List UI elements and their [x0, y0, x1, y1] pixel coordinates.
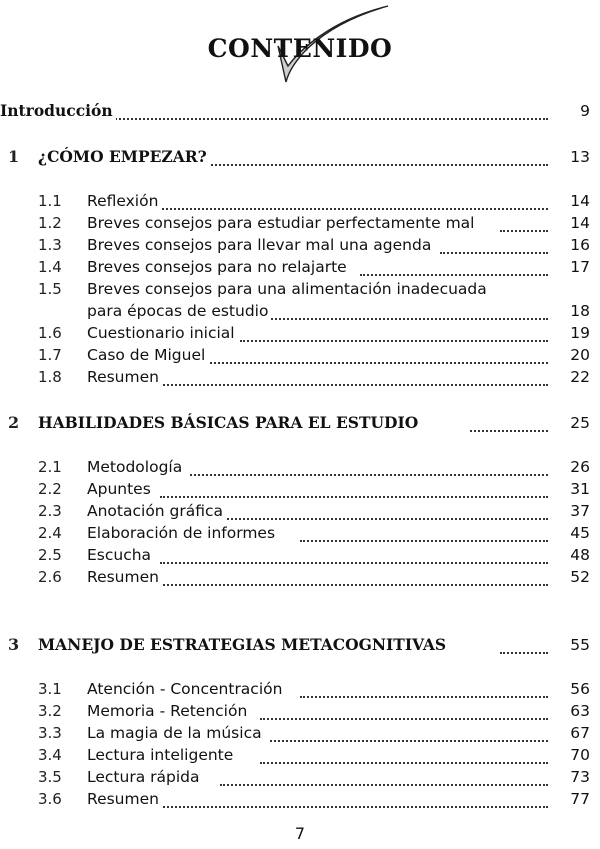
- section-title: Lectura rápida: [87, 766, 202, 788]
- dot-leader: [470, 416, 548, 432]
- toc-section-2-2[interactable]: [0, 478, 600, 502]
- section-title-continued: para épocas de estudio: [87, 300, 271, 322]
- toc-section-3-1[interactable]: [0, 678, 600, 702]
- section-number: 3.2: [38, 702, 62, 720]
- toc-page: 67: [566, 722, 590, 744]
- toc-page: 16: [566, 234, 590, 256]
- toc-page: 22: [566, 366, 590, 388]
- section-title: Resumen: [87, 566, 162, 588]
- dot-leader: [240, 326, 548, 342]
- dot-leader: [160, 548, 548, 564]
- section-number: 3.6: [38, 790, 62, 808]
- page-title: CONTENIDO: [207, 34, 393, 63]
- dot-leader: [150, 194, 548, 210]
- toc-section-2-6[interactable]: [0, 566, 600, 590]
- dot-leader: [190, 460, 548, 476]
- section-number: 3.5: [38, 768, 62, 786]
- toc-section-3-3[interactable]: [0, 722, 600, 746]
- section-title: Apuntes: [87, 478, 154, 500]
- section-number: 1.2: [38, 214, 62, 232]
- toc-section-2-1[interactable]: [0, 456, 600, 480]
- toc-page: 14: [566, 190, 590, 212]
- section-title: Breves consejos para no relajarte: [87, 256, 350, 278]
- dot-leader: [300, 526, 548, 542]
- chapter-title: MANEJO DE ESTRATEGIAS METACOGNITIVAS: [38, 634, 449, 656]
- chapter-title: ¿CÓMO EMPEZAR?: [38, 146, 210, 168]
- chapter-title: HABILIDADES BÁSICAS PARA EL ESTUDIO: [38, 412, 421, 434]
- dot-leader: [500, 216, 548, 232]
- section-title: Anotación gráfica: [87, 500, 226, 522]
- section-number: 1.8: [38, 368, 62, 386]
- dot-leader: [220, 770, 548, 786]
- section-title: Lectura inteligente: [87, 744, 236, 766]
- dot-leader: [260, 304, 548, 320]
- toc-section-3-2[interactable]: [0, 700, 600, 724]
- section-number: 3.4: [38, 746, 62, 764]
- toc-page: 17: [566, 256, 590, 278]
- toc-section-2-3[interactable]: [0, 500, 600, 524]
- section-title: Reflexión: [87, 190, 161, 212]
- dot-leader: [200, 150, 548, 166]
- section-number: 2.2: [38, 480, 62, 498]
- dot-leader: [220, 504, 548, 520]
- section-number: 1.6: [38, 324, 62, 342]
- toc-section-3-5[interactable]: [0, 766, 600, 790]
- section-number: 1.5: [38, 280, 62, 298]
- dot-leader: [260, 704, 548, 720]
- toc-entry-intro[interactable]: [0, 100, 600, 124]
- section-number: 1.7: [38, 346, 62, 364]
- toc-section-1-5[interactable]: [0, 278, 600, 302]
- toc-page: 55: [566, 634, 590, 656]
- dot-leader: [160, 570, 548, 586]
- section-title: La magia de la música: [87, 722, 265, 744]
- toc-section-3-6[interactable]: [0, 788, 600, 812]
- dot-leader: [300, 682, 548, 698]
- toc-section-2-5[interactable]: [0, 544, 600, 568]
- toc-page: 48: [566, 544, 590, 566]
- section-number: 2.5: [38, 546, 62, 564]
- section-title: Resumen: [87, 788, 162, 810]
- toc-section-2-4[interactable]: [0, 522, 600, 546]
- toc-section-1-4[interactable]: [0, 256, 600, 280]
- chapter-number: 3: [8, 635, 20, 654]
- toc-page: 52: [566, 566, 590, 588]
- section-title: Breves consejos para llevar mal una agenda: [87, 234, 434, 256]
- section-number: 3.3: [38, 724, 62, 742]
- title-block: [0, 22, 600, 82]
- section-title: Memoria - Retención: [87, 700, 250, 722]
- toc-page: 45: [566, 522, 590, 544]
- toc-page: 31: [566, 478, 590, 500]
- section-number: 2.4: [38, 524, 62, 542]
- toc-label: Introducción: [0, 100, 116, 122]
- dot-leader: [160, 482, 548, 498]
- section-title: Breves consejos para una alimentación inadecuada: [87, 278, 490, 300]
- toc-page: 26: [566, 456, 590, 478]
- dot-leader: [210, 348, 548, 364]
- section-title: Metodología: [87, 456, 185, 478]
- toc-page: 70: [566, 744, 590, 766]
- toc-page: 77: [566, 788, 590, 810]
- toc-section-1-6[interactable]: [0, 322, 600, 346]
- toc-section-3-4[interactable]: [0, 744, 600, 768]
- toc-page: 63: [566, 700, 590, 722]
- toc-page: 37: [566, 500, 590, 522]
- dot-leader: [160, 792, 548, 808]
- dot-leader: [160, 370, 548, 386]
- section-number: 2.1: [38, 458, 62, 476]
- section-number: 1.3: [38, 236, 62, 254]
- dot-leader: [270, 726, 548, 742]
- section-number: 1.1: [38, 192, 62, 210]
- toc-page: 25: [566, 412, 590, 434]
- section-number: 1.4: [38, 258, 62, 276]
- chapter-number: 1: [8, 147, 20, 166]
- section-title: Cuestionario inicial: [87, 322, 238, 344]
- toc-page: 73: [566, 766, 590, 788]
- toc-page: 14: [566, 212, 590, 234]
- toc-page: 20: [566, 344, 590, 366]
- section-title: Escucha: [87, 544, 154, 566]
- section-number: 2.3: [38, 502, 62, 520]
- dot-leader: [260, 748, 548, 764]
- section-title: Atención - Concentración: [87, 678, 285, 700]
- toc-page: 13: [566, 146, 590, 168]
- dot-leader: [100, 104, 548, 120]
- chapter-number: 2: [8, 413, 20, 432]
- toc-section-1-2[interactable]: [0, 212, 600, 236]
- dot-leader: [360, 260, 548, 276]
- toc-chapter-2[interactable]: [0, 412, 600, 436]
- toc-page: 18: [566, 300, 590, 322]
- toc-section-1-1[interactable]: [0, 190, 600, 214]
- section-number: 2.6: [38, 568, 62, 586]
- section-title: Breves consejos para estudiar perfectamente mal: [87, 212, 477, 234]
- toc-chapter-1[interactable]: [0, 146, 600, 170]
- toc-section-1-8[interactable]: [0, 366, 600, 390]
- toc-section-1-3[interactable]: [0, 234, 600, 258]
- toc-page: 19: [566, 322, 590, 344]
- dot-leader: [500, 638, 548, 654]
- toc-page: 56: [566, 678, 590, 700]
- page-number: 7: [294, 824, 306, 843]
- section-title: Caso de Miguel: [87, 344, 208, 366]
- section-title: Resumen: [87, 366, 162, 388]
- dot-leader: [440, 238, 548, 254]
- section-title: Elaboración de informes: [87, 522, 278, 544]
- toc-chapter-3[interactable]: [0, 634, 600, 658]
- toc-section-1-7[interactable]: [0, 344, 600, 368]
- section-number: 3.1: [38, 680, 62, 698]
- toc-section-1-5-cont[interactable]: [0, 300, 600, 324]
- toc-page: 9: [576, 100, 590, 122]
